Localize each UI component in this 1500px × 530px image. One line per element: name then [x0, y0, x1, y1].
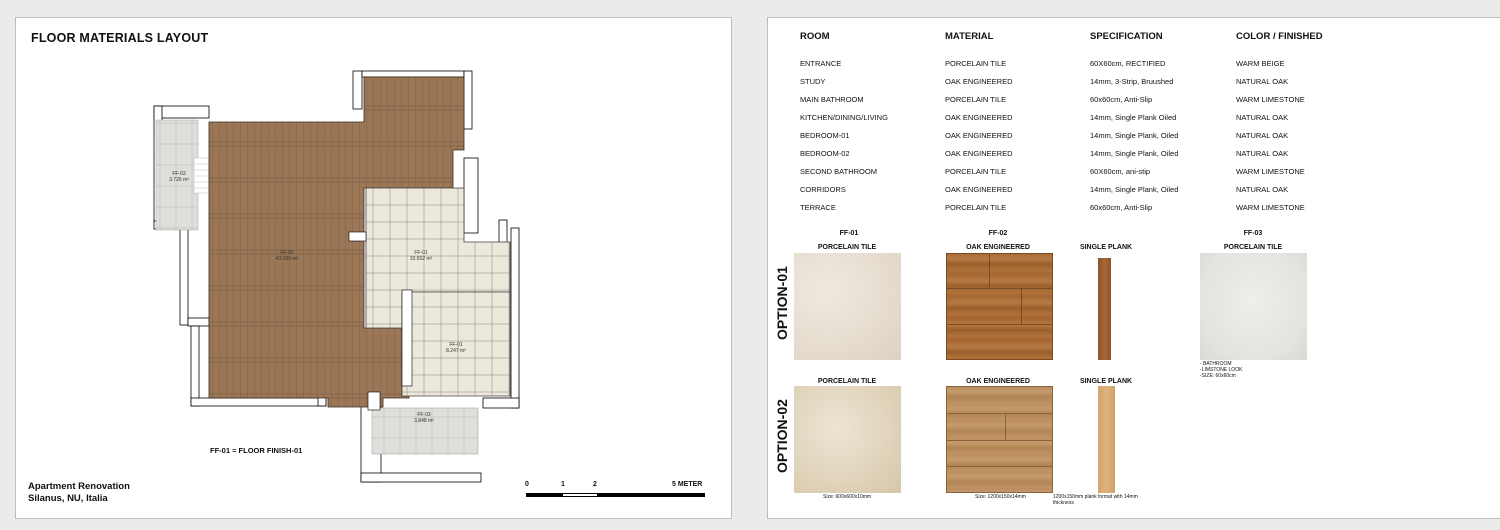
schedule-cell: BEDROOM-02	[800, 149, 850, 158]
opt1-oak-label: OAK ENGINEERED	[966, 244, 1030, 251]
schedule-cell: TERRACE	[800, 203, 836, 212]
opt2-single-plank-swatch	[1098, 386, 1115, 493]
ff03-notes: - BATHROOM -LIMSTONE LOOK -SIZE: 60x60cm	[1200, 361, 1243, 379]
zone-label-ff02: FF-02	[280, 250, 294, 256]
schedule-cell: BEDROOM-01	[800, 131, 850, 140]
header-specification: SPECIFICATION	[1090, 31, 1163, 42]
schedule-cell: 14mm, Single Plank, Oiled	[1090, 185, 1179, 194]
ff02-code-label: FF-02	[988, 230, 1008, 237]
schedule-cell: PORCELAIN TILE	[945, 167, 1007, 176]
opt1-ff03-limestone-swatch	[1200, 253, 1307, 360]
schedule-cell: WARM LIMESTONE	[1236, 95, 1305, 104]
zone-label-ff01-upper: FF-01	[414, 250, 428, 256]
scale-bar-seg-2	[562, 493, 598, 497]
schedule-cell: 14mm, Single Plank, Oiled	[1090, 131, 1179, 140]
opt1-single-plank-swatch	[1098, 258, 1111, 360]
schedule-cell: 14mm, 3-Strip, Bruushed	[1090, 77, 1174, 86]
floor-plan-sheet	[15, 17, 732, 519]
sheet-title: FLOOR MATERIALS LAYOUT	[31, 31, 209, 45]
zone-label-ff03-terrace: FF-03	[417, 412, 431, 418]
schedule-cell: PORCELAIN TILE	[945, 203, 1007, 212]
zone-area-ff02: 43.196 m²	[275, 256, 299, 262]
opt2-tile-label: PORCELAIN TILE	[817, 378, 877, 385]
schedule-cell: OAK ENGINEERED	[945, 149, 1013, 158]
schedule-cell: OAK ENGINEERED	[945, 131, 1013, 140]
tile-size-caption: Size: 600x600x10mm	[823, 494, 872, 500]
opt2-porcelain-swatch	[794, 386, 901, 493]
opt1-porcelain-swatch	[794, 253, 901, 360]
opt2-plank-label: SINGLE PLANK	[1079, 378, 1133, 385]
project-location: Silanus, NU, Italia	[28, 493, 108, 504]
schedule-cell: OAK ENGINEERED	[945, 185, 1013, 194]
schedule-cell: WARM LIMESTONE	[1236, 167, 1305, 176]
schedule-cell: 60x60cm, Anti-Slip	[1090, 203, 1153, 212]
schedule-cell: SECOND BATHROOM	[800, 167, 877, 176]
project-block	[28, 481, 130, 505]
header-material: MATERIAL	[945, 31, 994, 42]
floor-plan-drawing	[16, 18, 733, 520]
schedule-cell: NATURAL OAK	[1236, 113, 1289, 122]
opt1-ff03-label: PORCELAIN TILE	[1223, 244, 1283, 251]
schedule-cell: PORCELAIN TILE	[945, 59, 1007, 68]
opt2-oak-swatch	[946, 386, 1053, 493]
schedule-cell: NATURAL OAK	[1236, 185, 1289, 194]
scale-bar-seg-3	[598, 493, 705, 497]
schedule-cell: OAK ENGINEERED	[945, 113, 1013, 122]
project-name: Apartment Renovation	[28, 481, 130, 492]
schedule-cell: STUDY	[800, 77, 826, 86]
schedule-cell: 60x60cm, Anti-Slip	[1090, 95, 1153, 104]
schedule-cell: 14mm, Single Plank Oiled	[1090, 113, 1177, 122]
schedule-cell: OAK ENGINEERED	[945, 77, 1013, 86]
opt1-oak-swatch	[946, 253, 1053, 360]
zone-area-ff01-lower: 8.247 m²	[446, 348, 466, 354]
zone-label-ff03-left: FF-03	[172, 171, 186, 177]
opt1-plank-label: SINGLE PLANK	[1079, 244, 1133, 251]
legend-note: FF-01 = FLOOR FINISH-01	[210, 446, 303, 455]
schedule-cell: WARM BEIGE	[1236, 59, 1285, 68]
schedule-cell: WARM LIMESTONE	[1236, 203, 1305, 212]
scale-tick-2: 2	[593, 481, 597, 488]
schedule-cell: ENTRANCE	[800, 59, 842, 68]
zone-area-ff01-upper: 10.552 m²	[409, 256, 433, 262]
schedule-cell: MAIN BATHROOM	[800, 95, 864, 104]
opt2-oak-label: OAK ENGINEERED	[966, 378, 1030, 385]
schedule-cell: CORRIDORS	[800, 185, 846, 194]
option-01-label: OPTION-01	[774, 266, 790, 340]
schedule-cell: 14mm, Single Plank, Oiled	[1090, 149, 1179, 158]
opt1-tile-label: PORCELAIN TILE	[817, 244, 877, 251]
scale-tick-1: 1	[561, 481, 565, 488]
scale-bar-seg-1	[526, 493, 562, 497]
header-color: COLOR / FINISHED	[1236, 31, 1323, 42]
schedule-cell: PORCELAIN TILE	[945, 95, 1007, 104]
scale-end-label: 5 METER	[672, 481, 703, 488]
schedule-cell: NATURAL OAK	[1236, 77, 1289, 86]
zone-label-ff01-lower: FF-01	[449, 342, 463, 348]
header-room: ROOM	[800, 31, 830, 42]
option-02-label: OPTION-02	[774, 399, 790, 473]
schedule-cell: NATURAL OAK	[1236, 149, 1289, 158]
zone-area-ff03-left: 3.726 m²	[169, 177, 189, 183]
plank-format-caption: 1200x150mm plank format with 14mm thickness	[1053, 494, 1138, 506]
schedule-cell: 60X60cm, RECTIFIED	[1090, 59, 1166, 68]
schedule-cell: KITCHEN/DINING/LIVING	[800, 113, 888, 122]
ff03-code-label: FF-03	[1243, 230, 1263, 237]
oak-size-caption: Size: 1200x150x14mm	[975, 494, 1026, 500]
schedule-cell: NATURAL OAK	[1236, 131, 1289, 140]
scale-tick-0: 0	[525, 481, 529, 488]
materials-schedule-sheet	[767, 17, 1500, 519]
zone-area-ff03-terrace: 3.848 m²	[414, 418, 434, 424]
schedule-cell: 60X60cm, ani-stip	[1090, 167, 1151, 176]
ff01-code-label: FF-01	[839, 230, 859, 237]
